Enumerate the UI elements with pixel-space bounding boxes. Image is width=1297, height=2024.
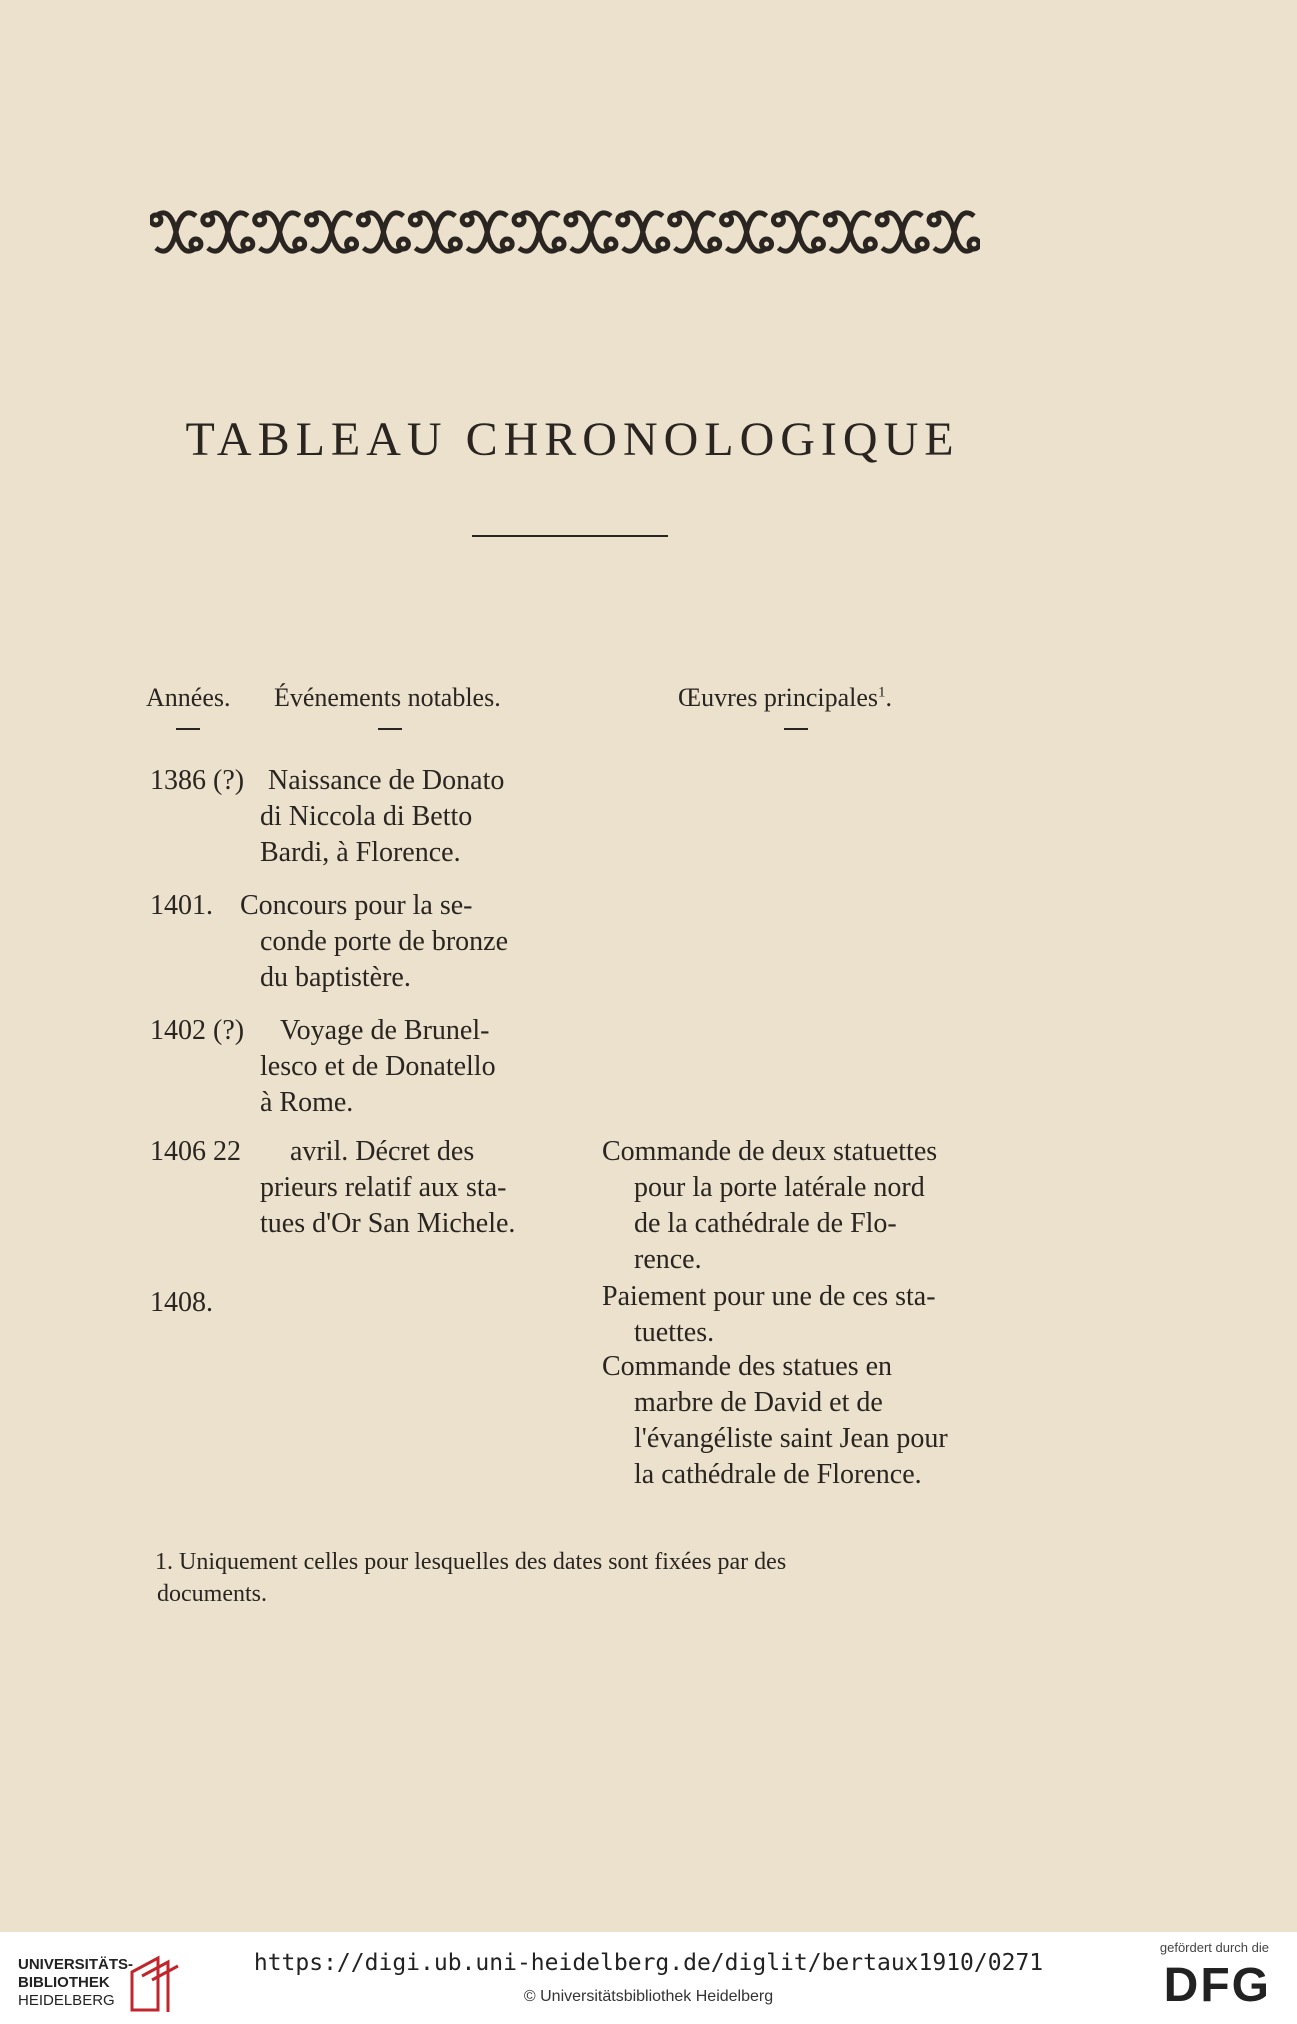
dfg-caption: gefördert durch die (1159, 1940, 1269, 1955)
dfg-logo: DFG (1163, 1959, 1271, 2012)
event-line: conde porte de bronze (260, 926, 508, 957)
work-line: marbre de David et de (634, 1387, 883, 1418)
event-line: Voyage de Brunel- (280, 1015, 490, 1046)
entry-year: 1402 (?) (150, 1015, 245, 1046)
work-line: de la cathédrale de Flo- (634, 1208, 897, 1239)
work-line: Paiement pour une de ces sta- (602, 1281, 936, 1312)
work-line: pour la porte latérale nord (634, 1172, 925, 1203)
permalink-url[interactable]: https://digi.ub.uni-heidelberg.de/diglit/bertaux1910/0271 (253, 1950, 1044, 1976)
dash-works (784, 728, 808, 730)
event-line: prieurs relatif aux sta- (260, 1172, 507, 1203)
event-line: avril. Décret des (290, 1136, 475, 1167)
event-line: Bardi, à Florence. (260, 837, 461, 868)
header-years: Années. (146, 683, 231, 712)
work-line: rence. (634, 1244, 702, 1275)
header-works: Œuvres principales$^1$. (678, 683, 893, 712)
entry-year: 1401. (150, 890, 213, 921)
ornament-band (150, 202, 980, 262)
event-line: lesco et de Donatello (260, 1051, 496, 1082)
work-line: la cathédrale de Florence. (634, 1459, 922, 1490)
event-line: du baptistère. (260, 962, 411, 993)
event-line: Naissance de Donato (268, 765, 505, 796)
footnote-line: documents. (157, 1581, 267, 1607)
page-title: TABLEAU CHRONOLOGIQUE (185, 413, 960, 466)
title-rule (472, 535, 668, 537)
work-line: l'évangéliste saint Jean pour (634, 1423, 948, 1454)
entry-year: 1408. (150, 1287, 213, 1318)
header-events: Événements notables. (274, 683, 501, 712)
event-line: Concours pour la se- (240, 890, 473, 921)
event-line: à Rome. (260, 1087, 354, 1118)
entry-year: 1406 22 (150, 1136, 241, 1167)
work-line: tuettes. (634, 1317, 715, 1348)
footnote-line: 1. Uniquement celles pour lesquelles des dates sont fixées par des (155, 1549, 787, 1575)
copyright-text: © Universitätsbibliothek Heidelberg (523, 1988, 774, 2005)
dash-years (176, 728, 200, 730)
viewer-footer (0, 1932, 1297, 2024)
dash-events (378, 728, 402, 730)
library-logo-text: UNIVERSITÄTS- BIBLIOTHEK HEIDELBERG (18, 1956, 134, 2009)
entry-year: 1386 (?) (150, 765, 245, 796)
event-line: tues d'Or San Michele. (260, 1208, 516, 1239)
work-line: Commande de deux statuettes (602, 1136, 938, 1167)
work-line: Commande des statues en (602, 1351, 893, 1382)
event-line: di Niccola di Betto (260, 801, 473, 832)
footnote (155, 1546, 1007, 1610)
